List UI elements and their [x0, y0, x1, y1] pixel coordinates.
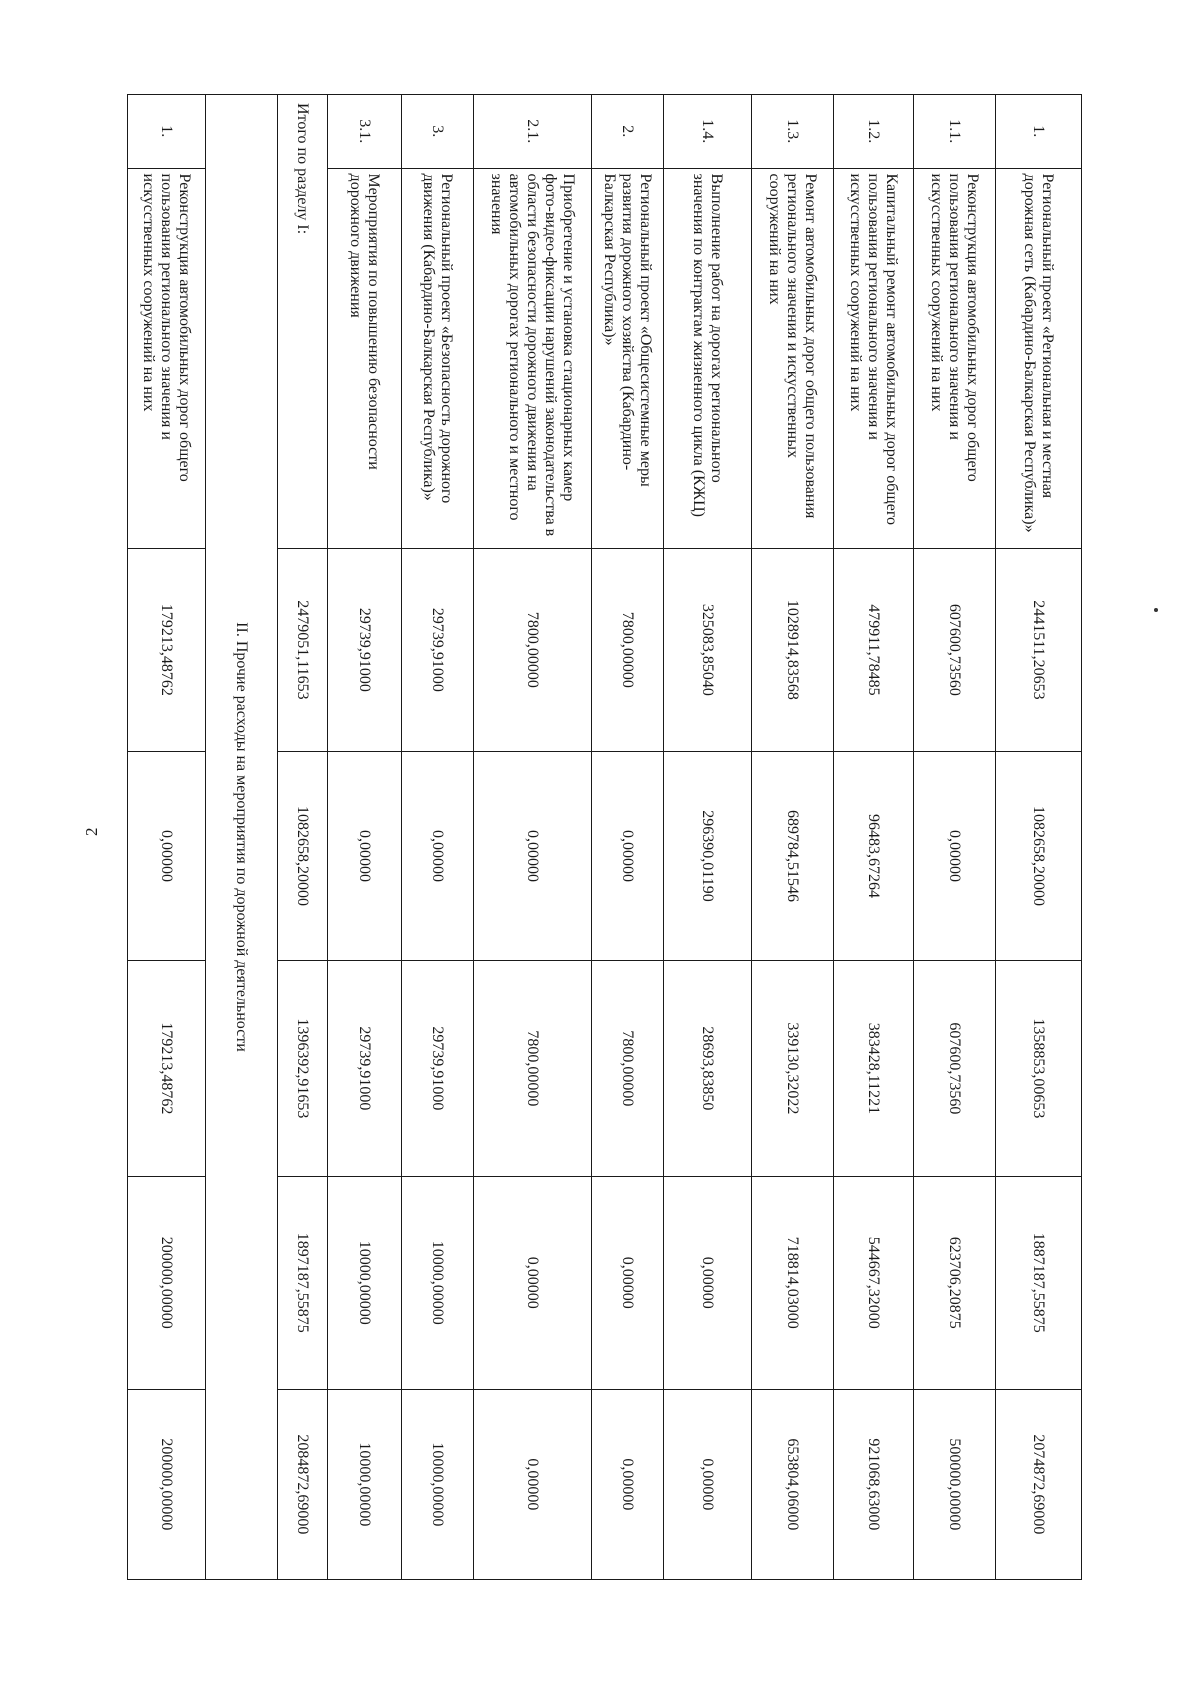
- value-col4: 10000,00000: [328, 1176, 402, 1389]
- row-name: Реконструкция автомобильных дорог общего пользования регионального значения и искусственных сооружений на них: [914, 168, 996, 548]
- value-col5: 500000,00000: [914, 1389, 996, 1579]
- value-col4: 1887187,55875: [996, 1176, 1082, 1389]
- value-col2: 689784,51546: [752, 751, 834, 960]
- value-col3: 607600,73560: [914, 961, 996, 1177]
- row-name: Мероприятия по повышению безопасности дорожного движения: [328, 168, 402, 548]
- value-col1: 1028914,83568: [752, 548, 834, 751]
- value-col3: 29739,91000: [328, 961, 402, 1177]
- value-col2: 1082658,20000: [996, 751, 1082, 960]
- table-row: [402, 95, 474, 1580]
- row-number: 1.4.: [664, 95, 752, 169]
- value-col1: 29739,91000: [402, 548, 474, 751]
- page-number: 2: [82, 827, 101, 836]
- table-row: [996, 95, 1082, 1580]
- value-col3: 179213,48762: [128, 961, 206, 1177]
- value-col5: 200000,00000: [128, 1389, 206, 1579]
- value-col2: 0,00000: [128, 751, 206, 960]
- row-name: Ремонт автомобильных дорог общего пользования регионального значения и искусственных сооружений на них: [752, 168, 834, 548]
- value-col5: 653804,06000: [752, 1389, 834, 1579]
- row-number: 1.3.: [752, 95, 834, 169]
- row-number: 1.1.: [914, 95, 996, 169]
- value-col4: 10000,00000: [402, 1176, 474, 1389]
- value-col1: 325083,85040: [664, 548, 752, 751]
- total-col3: 1396392,91653: [278, 961, 328, 1177]
- row-number: 3.: [402, 95, 474, 169]
- value-col2: 0,00000: [914, 751, 996, 960]
- value-col1: 7800,00000: [474, 548, 592, 751]
- table-row: [834, 95, 914, 1580]
- section-heading-row: [206, 95, 278, 1580]
- value-col4: 200000,00000: [128, 1176, 206, 1389]
- value-col5: 921068,63000: [834, 1389, 914, 1579]
- row-name: Региональный проект «Общесистемные меры развития дорожного хозяйства (Кабардино-Балкарская Республика)»: [592, 168, 664, 548]
- value-col4: 0,00000: [474, 1176, 592, 1389]
- value-col1: 7800,00000: [592, 548, 664, 751]
- table-row: [752, 95, 834, 1580]
- value-col2: 0,00000: [402, 751, 474, 960]
- value-col3: 28693,83850: [664, 961, 752, 1177]
- value-col1: 2441511,20653: [996, 548, 1082, 751]
- total-col5: 2084872,69000: [278, 1389, 328, 1579]
- budget-table: [127, 94, 1082, 1580]
- section-total-row: [278, 95, 328, 1580]
- value-col5: 0,00000: [592, 1389, 664, 1579]
- value-col4: 623706,20875: [914, 1176, 996, 1389]
- row-number: 2.: [592, 95, 664, 169]
- row-name: Реконструкция автомобильных дорог общего пользования регионального значения и искусственных сооружений на них: [128, 168, 206, 548]
- value-col4: 718814,03000: [752, 1176, 834, 1389]
- value-col3: 1358853,00653: [996, 961, 1082, 1177]
- value-col1: 29739,91000: [328, 548, 402, 751]
- total-col2: 1082658,20000: [278, 751, 328, 960]
- value-col5: 0,00000: [664, 1389, 752, 1579]
- row-number: 3.1.: [328, 95, 402, 169]
- value-col4: 0,00000: [592, 1176, 664, 1389]
- row-number: 1.: [996, 95, 1082, 169]
- table-row: [914, 95, 996, 1580]
- budget-table-frame: [122, 94, 1082, 1580]
- value-col3: 7800,00000: [474, 961, 592, 1177]
- value-col4: 544667,32000: [834, 1176, 914, 1389]
- scan-dot: [1154, 608, 1158, 612]
- value-col5: 10000,00000: [402, 1389, 474, 1579]
- row-name: Региональный проект «Региональная и местная дорожная сеть (Кабардино-Балкарская Республика)»: [996, 168, 1082, 548]
- value-col5: 2074872,69000: [996, 1389, 1082, 1579]
- section-heading: II. Прочие расходы на мероприятия по дорожной деятельности: [206, 95, 278, 1580]
- table-row: [592, 95, 664, 1580]
- row-name: Капитальный ремонт автомобильных дорог общего пользования регионального значения и искусственных сооружений на них: [834, 168, 914, 548]
- row-number: 1.: [128, 95, 206, 169]
- value-col3: 339130,32022: [752, 961, 834, 1177]
- value-col2: 0,00000: [474, 751, 592, 960]
- total-col4: 1897187,55875: [278, 1176, 328, 1389]
- section-total-label: Итого по разделу I:: [278, 95, 328, 549]
- value-col2: 96483,67264: [834, 751, 914, 960]
- table-row: [474, 95, 592, 1580]
- table-row: [128, 95, 206, 1580]
- value-col1: 607600,73560: [914, 548, 996, 751]
- row-number: 1.2.: [834, 95, 914, 169]
- row-name: Выполнение работ на дорогах регионального значения по контрактам жизненного цикла (КЖЦ): [664, 168, 752, 548]
- value-col2: 0,00000: [592, 751, 664, 960]
- value-col3: 383428,11221: [834, 961, 914, 1177]
- row-name: Региональный проект «Безопасность дорожного движения (Кабардино-Балкарская Республика)»: [402, 168, 474, 548]
- value-col1: 179213,48762: [128, 548, 206, 751]
- value-col3: 7800,00000: [592, 961, 664, 1177]
- total-col1: 2479051,11653: [278, 548, 328, 751]
- value-col3: 29739,91000: [402, 961, 474, 1177]
- value-col5: 10000,00000: [328, 1389, 402, 1579]
- row-name: Приобретение и установка стационарных камер фото-видео-фиксации нарушений законодательства в области безопасности дорожного движения на автомобильных дорогах регионального и местного значения: [474, 168, 592, 548]
- value-col5: 0,00000: [474, 1389, 592, 1579]
- value-col4: 0,00000: [664, 1176, 752, 1389]
- table-row: [664, 95, 752, 1580]
- value-col1: 479911,78485: [834, 548, 914, 751]
- value-col2: 0,00000: [328, 751, 402, 960]
- value-col2: 296390,01190: [664, 751, 752, 960]
- table-row: [328, 95, 402, 1580]
- row-number: 2.1.: [474, 95, 592, 169]
